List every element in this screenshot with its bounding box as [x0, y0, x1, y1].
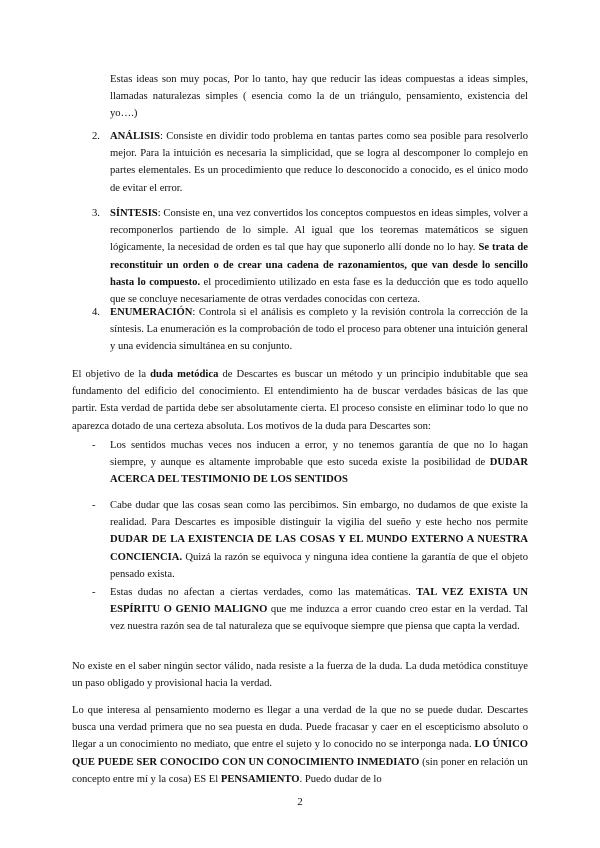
motivo-emphasis: DUDAR ACERCA DEL TESTIMONIO DE LOS SENTIDOS [110, 457, 528, 486]
motivo-item [92, 437, 528, 489]
list-item-sintesis [92, 205, 528, 308]
motivo-emphasis: TAL VEZ EXISTA UN ESPÍRITU O GENIO MALIGNO [110, 587, 528, 616]
list-number: 3. [92, 208, 100, 219]
list-title: ENUMERACIÓN [110, 307, 193, 318]
list-item-enumeracion [92, 304, 528, 356]
list-emphasis: Se trata de reconstituir un orden o de crear una cadena de razonamientos, que van desde lo sencillo hasta lo compuesto. [110, 242, 528, 288]
pensamiento-term: PENSAMIENTO [220, 773, 300, 785]
list-number: 4. [92, 307, 100, 318]
motivo-item [92, 584, 528, 636]
dash-bullet: - [92, 440, 96, 451]
list-item-analisis [92, 128, 528, 197]
list-text: ENUMERACIÓN: Controla si el análisis es completo y la revisión controla la corrección de la síntesis. La enumeración es la comprobación de todo el proceso para obtener una intuición general y una evidencia simultánea en su conjunto. [110, 307, 528, 353]
motivo-text: Cabe dudar que las cosas sean como las percibimos. Sin embargo, no dudamos de que existe la realidad. Para Descartes es imposible distinguir la vigilia del sueño y este hecho nos permite DUDAR DE LA EXISTENCIA DE LAS COSAS Y EL MUNDO EXTERNO A NUESTRA CONCIENCIA. Quizá la razón se equivoca y ninguna idea contiene la garantía de que el objeto pensado exista. [110, 500, 528, 580]
intro-paragraph: Estas ideas son muy pocas, Por lo tanto, hay que reducir las ideas compuestas a ideas simples, llamadas naturalezas simples ( esencia como la de un triángulo, pensamiento, existencia del yo….) [110, 74, 528, 120]
list-title: SÍNTESIS [110, 208, 158, 219]
list-title: ANÁLISIS [110, 131, 161, 142]
list-text: SÍNTESIS: Consiste en, una vez convertidos los conceptos compuestos en ideas simples, volver a recomponerlos partiendo de lo simple. Al igual que los teoremas matemáticos se siguen lógicamente, la necesidad de orden es tal que hay que suponerlo allí donde no lo hay. Se trata de reconstituir un orden o de crear una cadena de razonamientos, que van desde lo sencillo hasta lo compuesto. el procedimiento utilizado en esta fase es la deducción que es todo aquello que se concluye necesariamente de otras verdades conocidas con certeza. [110, 208, 529, 306]
saber-paragraph: No existe en el saber ningún sector válido, nada resiste a la fuerza de la duda. La duda metódica constituye un paso obligado y provisional hacia la verdad. [72, 661, 528, 690]
motivo-text: Estas dudas no afectan a ciertas verdades, como las matemáticas. TAL VEZ EXISTA UN ESPÍRITU O GENIO MALIGNO que me induzca a error cuando creo estar en la verdad. Tal vez nuestra razón sea de tal naturaleza que se equivoque siempre que piensa que capta la verdad. [110, 587, 528, 633]
dash-bullet: - [92, 500, 96, 511]
list-number: 2. [92, 131, 100, 142]
duda-metodica-paragraph: El objetivo de la duda metódica de Descartes es buscar un método y un principio indubitable que sea fundamento del edificio del conocimiento. El entendimiento ha de buscar verdades básicas de las que partir. Esta verdad de partida debe ser absolutamente cierta. El proceso consiste en eliminar todo lo que no aparezca dotado de una certeza absoluta. Los motivos de la duda para Descartes son: [72, 369, 529, 432]
motivo-text: Los sentidos muchas veces nos inducen a error, y no tenemos garantía de que no lo hagan siempre, y aunque es altamente improbable que esto suceda existe la posibilidad de DUDAR ACERCA DEL TESTIMONIO DE LOS SENTIDOS [110, 440, 528, 486]
list-text: ANÁLISIS: Consiste en dividir todo problema en tantas partes como sea posible para resolverlo mejor. Para la intuición es necesaria la simplicidad, que se logra al descomponer lo complejo en partes elementales. Es un procedimiento que reduce lo desconocido a conocido, es el único modo de evitar el error. [110, 131, 528, 194]
page-number: 2 [297, 796, 303, 808]
pensamiento-paragraph: Lo que interesa al pensamiento moderno es llegar a una verdad de la que no se puede dudar. Descartes busca una verdad primera que no sea puesta en duda. Puede fracasar y caer en el escepticismo absoluto o llegar a un conocimiento no mediato, que entre el sujeto y lo conocido no se interponga nada. LO ÚNICO QUE PUEDE SER CONOCIDO CON UN CONOCIMIENTO INMEDIATO (sin poner en relación un concepto entre mí y la cosa) ES El PENSAMIENTO. Puedo dudar de lo [72, 705, 528, 785]
motivo-item [92, 497, 528, 583]
motivo-emphasis: DUDAR DE LA EXISTENCIA DE LAS COSAS Y EL MUNDO EXTERNO A NUESTRA CONCIENCIA. [110, 534, 528, 563]
dash-bullet: - [92, 587, 96, 598]
duda-metodica-term: duda metódica [150, 369, 219, 380]
conocimiento-inmediato-emphasis: LO ÚNICO QUE PUEDE SER CONOCIDO CON UN CONOCIMIENTO INMEDIATO [72, 739, 528, 768]
